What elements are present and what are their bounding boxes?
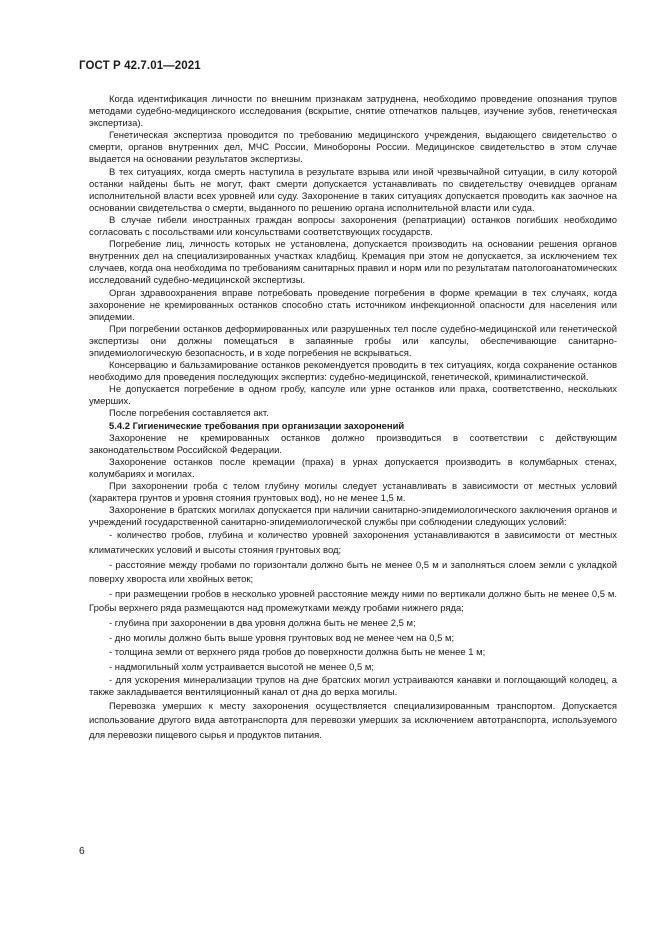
list-item: - при размещении гробов в несколько уровней расстояние между ними по вертикали должно быть не менее 0,5 м. Гробы верхнего ряда размещаются над промежутками между гробами нижнего ряда;	[89, 588, 617, 615]
paragraph: После погребения составляется акт.	[109, 408, 269, 420]
list-item: - для ускорения минерализации трупов на дне братских могил устраиваются канавки и поглощающий колодец, а также закладывается вентиляционный канал от дна до верха могилы.	[89, 675, 617, 699]
standard-header: ГОСТ Р 42.7.01—2021	[79, 60, 201, 72]
paragraph: Захоронение останков после кремации (праха) в урнах допускается производить в колумбарных стенах, колумбариях и могилах.	[89, 456, 617, 480]
list-item: - надмогильный холм устраивается высотой не менее 0,5 м;	[109, 661, 374, 673]
document-body	[89, 94, 617, 743]
page-number: 6	[79, 846, 85, 857]
section-heading: 5.4.2 Гигиенические требования при организации захоронений	[109, 420, 405, 432]
paragraph: Погребение лиц, личность которых не установлена, допускается производить на основании решения органов внутренних дел на специализированных участках кладбищ. Кремация при этом не допускается, за исключением тех случаев, когда она необходима по требованиям санитарных правил и норм или по результатам патологоанатомических исследований судебно-медицинской экспертизы.	[89, 239, 617, 287]
paragraph: Генетическая экспертиза проводится по требованию медицинского учреждения, выдающего свидетельство о смерти, органов внутренних дел, МЧС России, Минобороны России. Медицинское свидетельство в этом случае выдается на основании результатов экспертизы.	[89, 130, 617, 166]
paragraph: При погребении останков деформированных или разрушенных тел после судебно-медицинской или генетической экспертизы они должны помещаться в запаянные гробы или капсулы, обеспечивающие санитарно-эпидемиологическую безопасность, и в ходе погребения не вскрываться.	[89, 323, 617, 359]
paragraph: Орган здравоохранения вправе потребовать проведение погребения в форме кремации в тех случаях, когда захоронение не кремированных останков способно стать источником инфекционной опасности для населения или эпидемии.	[89, 287, 617, 323]
list-item: - количество гробов, глубина и количество уровней захоронения устанавливаются в зависимости от местных климатических условий и высоты стояния грунтовых вод;	[89, 530, 617, 556]
paragraph: Захоронение не кремированных останков должно производиться в соответствии с действующим законодательством Российской Федерации.	[89, 432, 617, 456]
paragraph: В случае гибели иностранных граждан вопросы захоронения (репатриации) останков погибших необходимо согласовать с посольствами или консульствами соответствующих государств.	[89, 214, 617, 239]
list-item: - толщина земли от верхнего ряда гробов до поверхности должна быть не менее 1 м;	[109, 647, 486, 659]
paragraph: Захоронение в братских могилах допускается при наличии санитарно-эпидемиологического заключения органов и учреждений государственной санитарно-эпидемиологической службы при соблюдении следующих условий:	[89, 505, 617, 529]
paragraph: Перевозка умерших к месту захоронения осуществляется специализированным транспортом. Допускается использование другого вида автотранспорта для перевозки умерших за исключением автотранспорта, используемого для перевозки пищевого сырья и продуктов питания.	[89, 700, 617, 741]
list-item: - расстояние между гробами по горизонтали должно быть не менее 0,5 м и заполняться слоем земли с укладкой поверху хвороста или хвойных веток;	[89, 559, 617, 586]
list-item: - глубина при захоронении в два уровня должна быть не менее 2,5 м;	[109, 617, 416, 629]
list-item: - дно могилы должно быть выше уровня грунтовых вод не менее чем на 0,5 м;	[109, 632, 455, 644]
paragraph: Консервацию и бальзамирование останков рекомендуется проводить в тех ситуациях, когда сохранение останков необходимо для проведения последующих экспертиз: судебно-медицинской, генетической, криминалистической.	[89, 360, 617, 384]
paragraph: Когда идентификация личности по внешним признакам затруднена, необходимо проведение опознания трупов методами судебно-медицинского исследования (вскрытие, снятие отпечатков пальцев, изучение зубов, генетическая экспертиза).	[89, 94, 617, 130]
paragraph: При захоронении гроба с телом глубину могилы следует устанавливать в зависимости от местных условий (характера грунтов и уровня стояния грунтовых вод), но не менее 1,5 м.	[89, 481, 617, 505]
paragraph: Не допускается погребение в одном гробу, капсуле или урне останков или праха, соответственно, нескольких умерших.	[89, 384, 617, 408]
paragraph: В тех ситуациях, когда смерть наступила в результате взрыва или иной чрезвычайной ситуации, в силу которой останки найдены быть не могут, факт смерти допускается устанавливать по свидетельству очевидцев органам исполнительной власти всех уровней или суду. Захоронение в таких ситуациях допускается проводить как заочное на основании свидетельства о смерти, выданного по решению органа исполнительной власти или суда.	[89, 166, 617, 214]
